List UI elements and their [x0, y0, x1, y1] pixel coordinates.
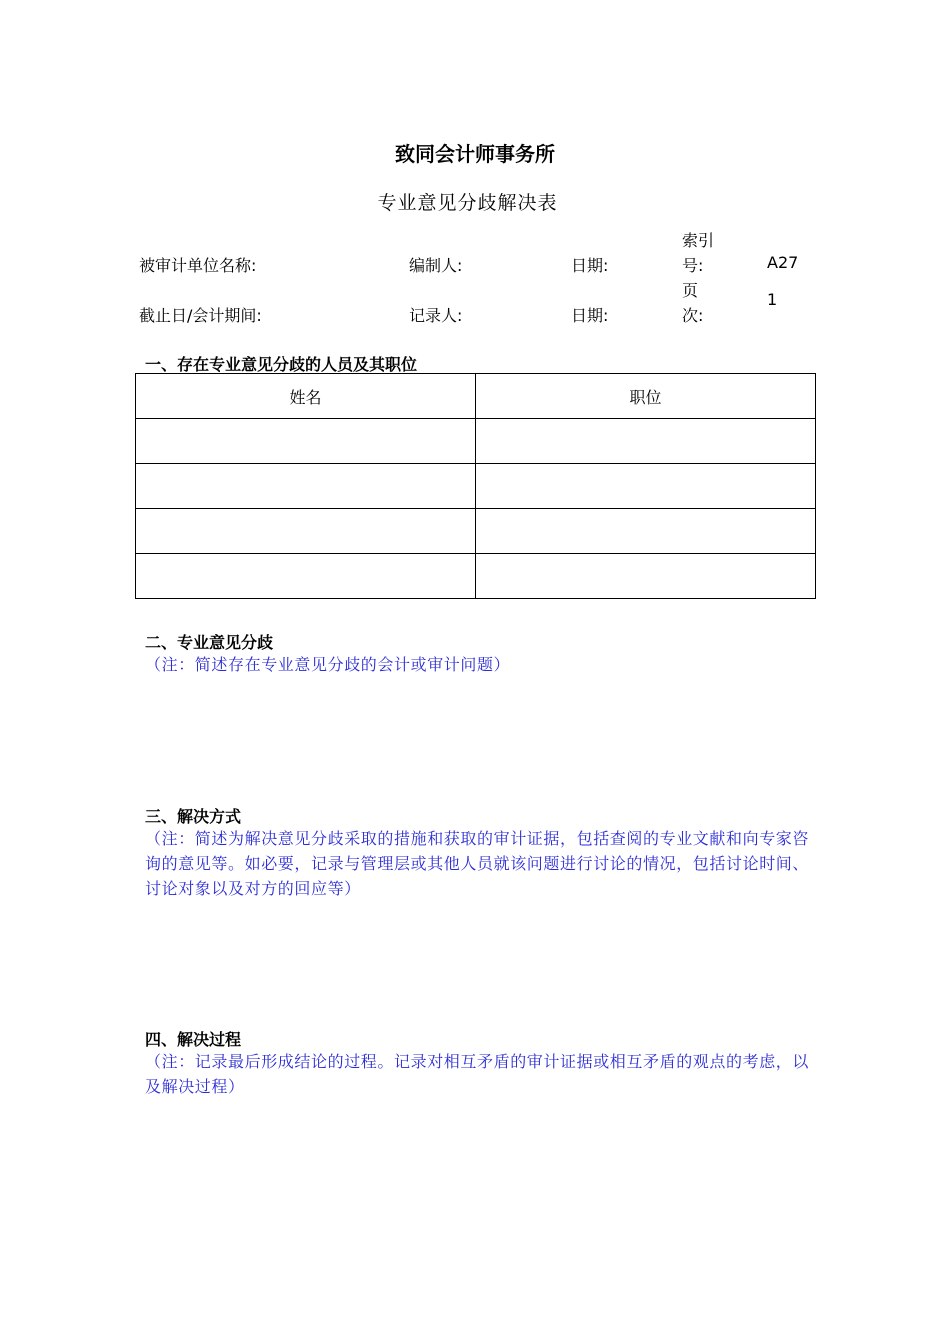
form-title: 专业意见分歧解决表 — [377, 192, 558, 214]
section3-heading: 三、解决方式 — [145, 807, 242, 826]
table-row — [136, 554, 816, 599]
section4-note: （注：记录最后形成结论的过程。记录对相互矛盾的审计证据或相互矛盾的观点的考虑，以及解决过程） — [145, 1052, 810, 1096]
period-label: 截止日/会计期间: — [139, 306, 262, 325]
column-name-header: 姓名 — [136, 374, 476, 419]
table-row — [136, 419, 816, 464]
column-position-header: 职位 — [476, 374, 816, 419]
table-row — [136, 464, 816, 509]
position-cell[interactable] — [476, 554, 816, 599]
preparer-label: 编制人: — [409, 256, 463, 275]
position-cell[interactable] — [476, 419, 816, 464]
page-label-line2: 次: — [682, 306, 704, 325]
section1-heading: 一、存在专业意见分歧的人员及其职位 — [145, 355, 418, 374]
table-row — [136, 509, 816, 554]
page-value: 1 — [767, 290, 778, 309]
index-label-line1: 索引 — [682, 231, 715, 250]
section2-note: （注：简述存在专业意见分歧的会计或审计问题） — [145, 655, 511, 674]
page-label-line1: 页 — [682, 281, 699, 300]
personnel-table — [135, 373, 816, 599]
date-label-2: 日期: — [571, 306, 609, 325]
name-cell[interactable] — [136, 464, 476, 509]
section3-note: （注：简述为解决意见分歧采取的措施和获取的审计证据，包括查阅的专业文献和向专家咨询的意见等。如必要，记录与管理层或其他人员就该问题进行讨论的情况，包括讨论时间、讨论对象以及对方的回应等） — [145, 829, 810, 898]
section2-heading: 二、专业意见分歧 — [145, 633, 274, 652]
name-cell[interactable] — [136, 554, 476, 599]
position-cell[interactable] — [476, 509, 816, 554]
index-label-line2: 号: — [682, 256, 704, 275]
recorder-label: 记录人: — [409, 306, 463, 325]
position-cell[interactable] — [476, 464, 816, 509]
table-header-row — [136, 374, 816, 419]
section4-heading: 四、解决过程 — [145, 1030, 242, 1049]
index-value: A27 — [767, 253, 799, 272]
entity-label: 被审计单位名称: — [139, 256, 257, 275]
date-label-1: 日期: — [571, 256, 609, 275]
firm-name: 致同会计师事务所 — [395, 142, 555, 166]
name-cell[interactable] — [136, 419, 476, 464]
name-cell[interactable] — [136, 509, 476, 554]
